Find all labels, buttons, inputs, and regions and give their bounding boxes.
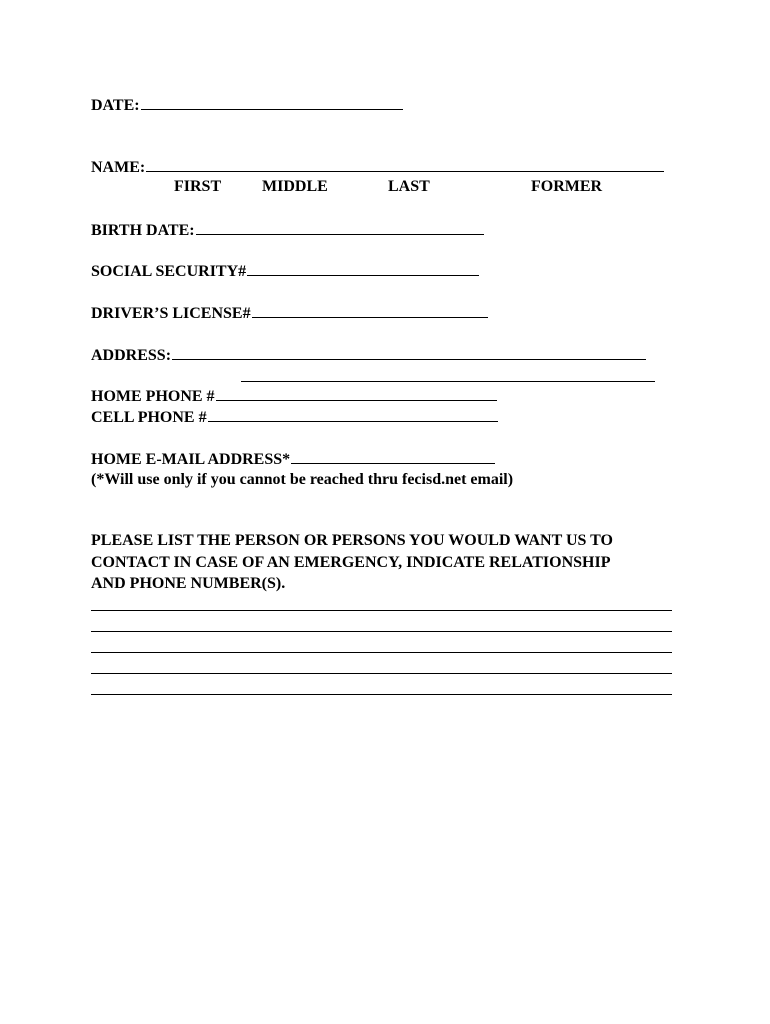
emergency-contact-line-5[interactable] [91, 694, 672, 695]
cell-phone-row [91, 407, 498, 427]
ssn-label: SOCIAL SECURITY# [91, 263, 247, 280]
name-former-caption: FORMER [531, 178, 603, 195]
name-row [91, 157, 664, 177]
cell-phone-label: CELL PHONE # [91, 409, 207, 426]
drivers-license-label: DRIVER’S LICENSE# [91, 305, 251, 322]
emergency-contact-line-1[interactable] [91, 610, 672, 611]
ssn-row [91, 261, 479, 281]
emergency-instructions-line-3: AND PHONE NUMBER(S). [91, 575, 286, 592]
date-row [91, 95, 403, 115]
drivers-license-field[interactable] [252, 303, 488, 318]
email-label: HOME E-MAIL ADDRESS* [91, 451, 291, 468]
birth-date-field[interactable] [196, 220, 484, 235]
home-phone-field[interactable] [216, 386, 497, 401]
cell-phone-field[interactable] [208, 407, 498, 422]
email-row [91, 449, 495, 469]
name-first-caption: FIRST [174, 178, 222, 195]
name-label: NAME: [91, 159, 146, 176]
emergency-instructions-line-1: PLEASE LIST THE PERSON OR PERSONS YOU WOULD WANT US TO [91, 532, 613, 549]
address-label: ADDRESS: [91, 347, 172, 364]
name-middle-caption: MIDDLE [262, 178, 328, 195]
name-last-caption: LAST [388, 178, 430, 195]
name-field[interactable] [146, 157, 664, 172]
drivers-license-row [91, 303, 488, 323]
address-field-line1[interactable] [172, 345, 646, 360]
date-label: DATE: [91, 97, 140, 114]
emergency-contact-line-3[interactable] [91, 652, 672, 653]
emergency-instructions-line-2: CONTACT IN CASE OF AN EMERGENCY, INDICATE RELATIONSHIP [91, 553, 611, 571]
address-row [91, 345, 646, 365]
address-field-line2[interactable] [241, 381, 655, 382]
emergency-instructions [91, 530, 681, 595]
birth-date-label: BIRTH DATE: [91, 222, 195, 239]
email-note: (*Will use only if you cannot be reached thru fecisd.net email) [91, 471, 514, 488]
emergency-contact-line-4[interactable] [91, 673, 672, 674]
birth-date-row [91, 220, 484, 240]
emergency-contact-line-2[interactable] [91, 631, 672, 632]
ssn-field[interactable] [247, 261, 479, 276]
home-phone-row [91, 386, 497, 406]
home-phone-label: HOME PHONE # [91, 388, 215, 405]
date-field[interactable] [141, 95, 403, 110]
email-field[interactable] [291, 449, 495, 464]
